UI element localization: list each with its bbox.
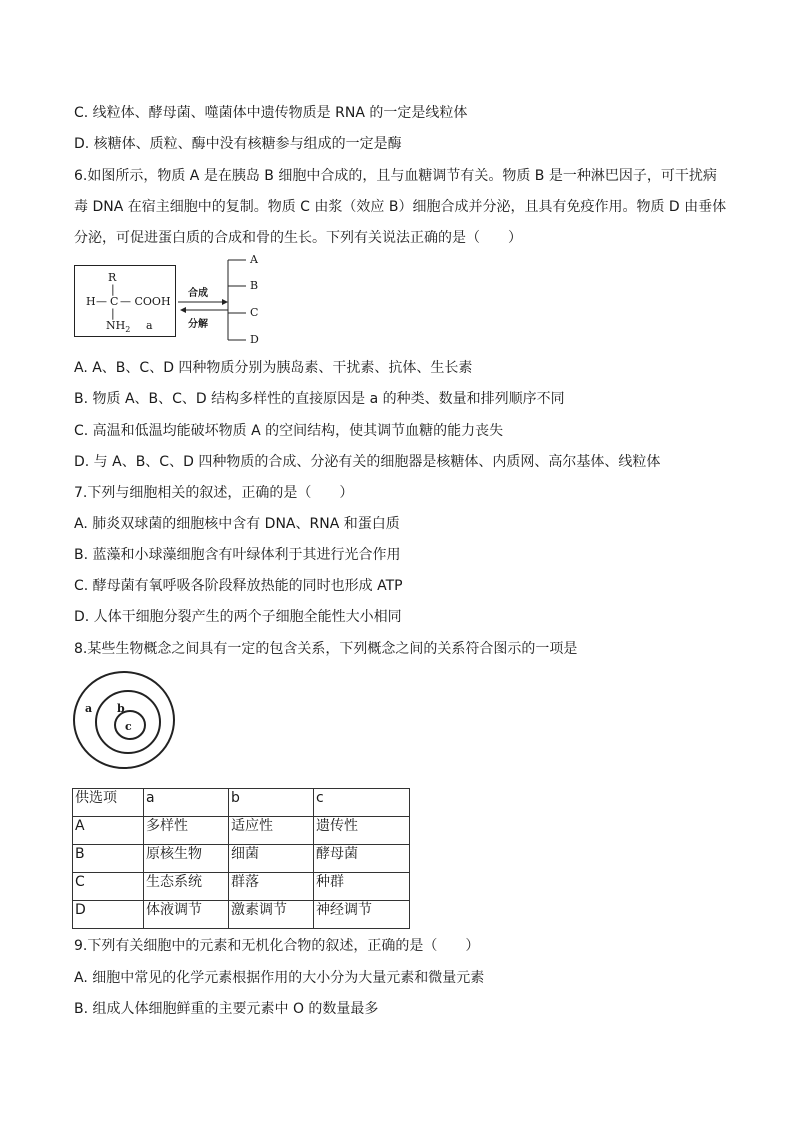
amino-acid-a-label: a — [146, 319, 153, 332]
table-cell: 激素调节 — [229, 901, 314, 929]
question-6-line-2: 毒 DNA 在宿主细胞中的复制。物质 C 由浆（效应 B）细胞合成并分泌，且具有免疫作用。物质 D 由垂体 — [74, 199, 727, 215]
option-7b: B. 蓝藻和小球藻细胞含有叶绿体利于其进行光合作用 — [74, 547, 401, 563]
table-cell: 适应性 — [229, 817, 314, 845]
table-cell: 原核生物 — [144, 845, 229, 873]
circle-a-label: a — [85, 702, 93, 715]
decomposition-label: 分解 — [188, 319, 208, 330]
option-6b: B. 物质 A、B、C、D 结构多样性的直接原因是 a 的种类、数量和排列顺序不同 — [74, 391, 565, 407]
option-7d: D. 人体干细胞分裂产生的两个子细胞全能性大小相同 — [74, 609, 402, 625]
question-9: 9.下列有关细胞中的元素和无机化合物的叙述，正确的是（ ） — [74, 938, 480, 954]
option-5d: D. 核糖体、质粒、酶中没有核糖参与组成的一定是酶 — [74, 136, 402, 152]
option-9b: B. 组成人体细胞鲜重的主要元素中 O 的数量最多 — [74, 1001, 379, 1017]
table-row — [73, 817, 410, 845]
question-8: 8.某些生物概念之间具有一定的包含关系，下列概念之间的关系符合图示的一项是 — [74, 641, 578, 657]
circle-b-label: b — [117, 702, 125, 715]
amino-acid-synthesis-figure — [74, 253, 294, 350]
table-cell: 酵母菌 — [314, 845, 410, 873]
option-7a: A. 肺炎双球菌的细胞核中含有 DNA、RNA 和蛋白质 — [74, 516, 400, 532]
output-b-label: B — [250, 279, 259, 292]
question-6-line-3: 分泌，可促进蛋白质的合成和骨的生长。下列有关说法正确的是（ ） — [74, 230, 522, 246]
circle-c-label: c — [125, 720, 132, 733]
nested-circles-figure — [72, 670, 178, 770]
table-header-cell: c — [314, 789, 410, 817]
synthesis-arrows — [74, 258, 294, 350]
table-cell: 神经调节 — [314, 901, 410, 929]
table-cell: 生态系统 — [144, 873, 229, 901]
option-9a: A. 细胞中常见的化学元素根据作用的大小分为大量元素和微量元素 — [74, 970, 485, 986]
option-6a: A. A、B、C、D 四种物质分别为胰岛素、干扰素、抗体、生长素 — [74, 360, 473, 376]
bond-down: | — [111, 307, 115, 320]
carbon-label: C — [110, 295, 119, 308]
table-cell: C — [73, 873, 144, 901]
table-cell: 细菌 — [229, 845, 314, 873]
output-a-label: A — [250, 253, 258, 266]
table-cell: B — [73, 845, 144, 873]
question-7: 7.下列与细胞相关的叙述，正确的是（ ） — [74, 485, 354, 501]
r-group-label: R — [108, 271, 117, 284]
table-cell: A — [73, 817, 144, 845]
table-cell: D — [73, 901, 144, 929]
carboxyl-label: — COOH — [120, 295, 171, 308]
output-c-label: C — [250, 306, 259, 319]
options-table — [72, 788, 410, 929]
table-header-cell: 供选项 — [73, 789, 144, 817]
bond-up: | — [111, 283, 115, 296]
table-header-cell: b — [229, 789, 314, 817]
table-cell: 群落 — [229, 873, 314, 901]
table-header-cell: a — [144, 789, 229, 817]
option-6d: D. 与 A、B、C、D 四种物质的合成、分泌有关的细胞器是核糖体、内质网、高尔基体、线粒体 — [74, 454, 661, 470]
bond-left: — — [96, 295, 107, 308]
table-row — [73, 845, 410, 873]
output-d-label: D — [250, 333, 259, 346]
question-6-line-1: 6.如图所示，物质 A 是在胰岛 B 细胞中合成的，且与血糖调节有关。物质 B 是一种淋巴因子，可干扰病 — [74, 168, 717, 184]
option-5c: C. 线粒体、酵母菌、噬菌体中遗传物质是 RNA 的一定是线粒体 — [74, 105, 468, 121]
synthesis-label: 合成 — [188, 288, 208, 299]
table-cell: 种群 — [314, 873, 410, 901]
option-7c: C. 酵母菌有氧呼吸各阶段释放热能的同时也形成 ATP — [74, 578, 403, 594]
option-6c: C. 高温和低温均能破坏物质 A 的空间结构，使其调节血糖的能力丧失 — [74, 423, 504, 439]
table-row — [73, 901, 410, 929]
table-cell: 遗传性 — [314, 817, 410, 845]
table-cell: 体液调节 — [144, 901, 229, 929]
table-header-row — [73, 789, 410, 817]
table-cell: 多样性 — [144, 817, 229, 845]
amino-group-label: $NH_2$ — [106, 319, 131, 335]
table-row — [73, 873, 410, 901]
hydrogen-label: H — [86, 295, 96, 308]
